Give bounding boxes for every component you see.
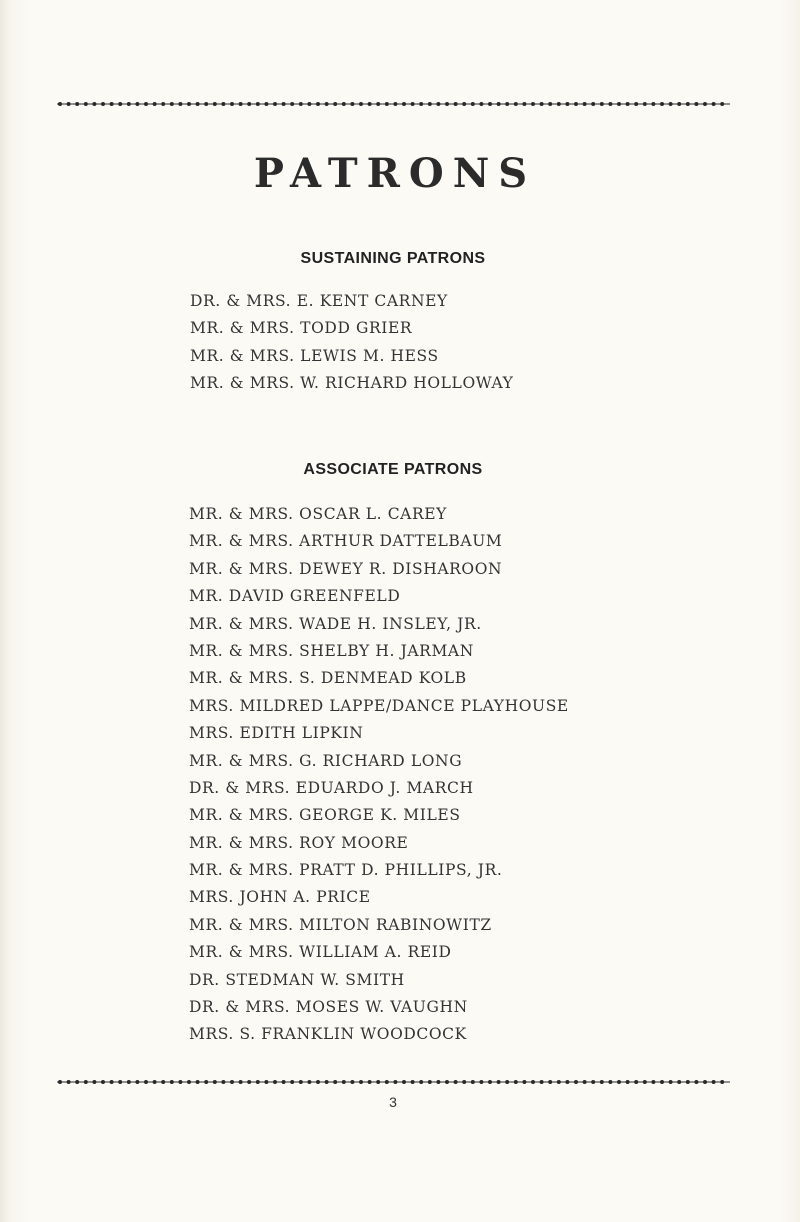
list-item: MR. & MRS. LEWIS M. HESS bbox=[190, 346, 439, 365]
list-item: MRS. EDITH LIPKIN bbox=[189, 724, 364, 743]
list-item: MRS. MILDRED LAPPE/DANCE PLAYHOUSE bbox=[189, 696, 569, 715]
list-item: MR. & MRS. ROY MOORE bbox=[189, 833, 409, 852]
sustaining-patrons-heading: SUSTAINING PATRONS bbox=[300, 250, 486, 267]
list-item: DR. & MRS. MOSES W. VAUGHN bbox=[189, 998, 468, 1017]
page-number: 3 bbox=[389, 1094, 397, 1110]
list-item: DR. & MRS. E. KENT CARNEY bbox=[190, 292, 448, 310]
list-item: MR. & MRS. W. RICHARD HOLLOWAY bbox=[190, 374, 514, 393]
list-item: MRS. JOHN A. PRICE bbox=[189, 888, 371, 907]
page-title: PATRONS bbox=[253, 150, 537, 197]
list-item: MR. & MRS. G. RICHARD LONG bbox=[189, 751, 463, 770]
list-item: MR. & MRS. TODD GRIER bbox=[190, 319, 413, 338]
list-item: MR. DAVID GREENFELD bbox=[189, 587, 401, 606]
list-item: MR. & MRS. DEWEY R. DISHAROON bbox=[189, 559, 503, 578]
list-item: MR. & MRS. PRATT D. PHILLIPS, JR. bbox=[189, 861, 503, 880]
associate-patrons-heading: ASSOCIATE PATRONS bbox=[303, 461, 483, 478]
list-item: MR. & MRS. GEORGE K. MILES bbox=[189, 806, 461, 825]
sustaining-patrons-list bbox=[190, 288, 514, 398]
list-item: MR. & MRS. OSCAR L. CAREY bbox=[189, 505, 447, 523]
list-item: DR. & MRS. EDUARDO J. MARCH bbox=[189, 778, 474, 797]
list-item: MR. & MRS. WILLIAM A. REID bbox=[189, 943, 452, 962]
list-item: DR. STEDMAN W. SMITH bbox=[189, 970, 405, 989]
top-dotted-rule bbox=[57, 100, 730, 108]
bottom-dotted-rule bbox=[57, 1078, 730, 1086]
list-item: MR. & MRS. WADE H. INSLEY, JR. bbox=[189, 614, 482, 633]
list-item: MR. & MRS. ARTHUR DATTELBAUM bbox=[189, 532, 503, 551]
associate-patrons-list bbox=[189, 501, 569, 1049]
list-item: MR. & MRS. MILTON RABINOWITZ bbox=[189, 915, 492, 934]
list-item: MR. & MRS. S. DENMEAD KOLB bbox=[189, 669, 467, 688]
list-item: MRS. S. FRANKLIN WOODCOCK bbox=[189, 1025, 467, 1044]
list-item: MR. & MRS. SHELBY H. JARMAN bbox=[189, 641, 474, 660]
